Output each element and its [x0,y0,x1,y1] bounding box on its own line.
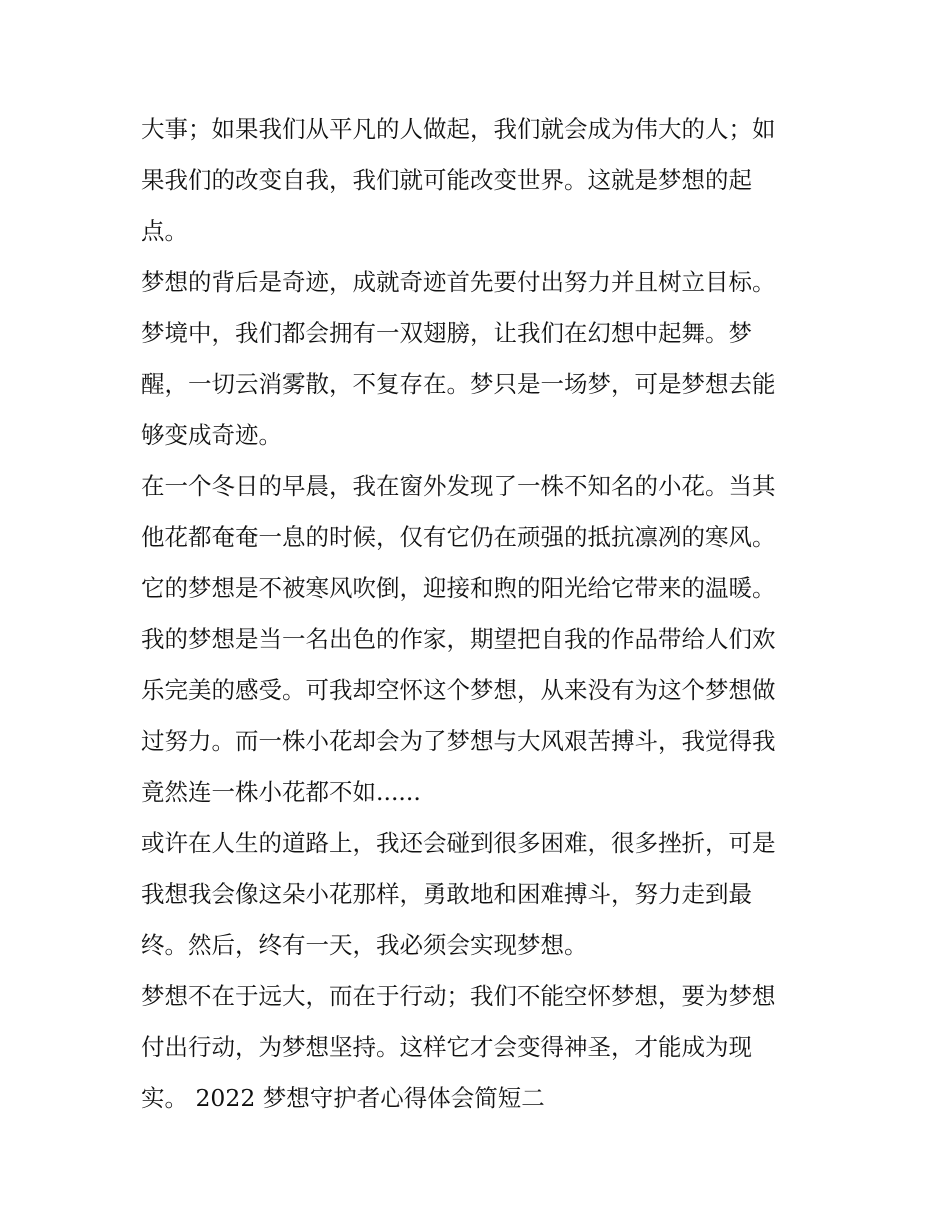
paragraph [141,461,813,818]
text-line: 在一个冬日的早晨，我在窗外发现了一株不知名的小花。当其 [141,472,776,500]
text-line: 乐完美的感受。可我却空怀这个梦想，从来没有为这个梦想做 [141,676,776,704]
text-line: 梦境中，我们都会拥有一双翅膀，让我们在幻想中起舞。梦 [141,319,752,347]
paragraph [141,257,813,461]
text-line: 大事；如果我们从平凡的人做起，我们就会成为伟大的人；如 [141,115,776,143]
text-line: 或许在人生的道路上，我还会碰到很多困难，很多挫折，可是 [141,829,776,857]
text-line: 我的梦想是当一名出色的作家，期望把自我的作品带给人们欢 [141,625,776,653]
paragraph [141,971,813,1124]
text-line: 点。 [141,217,188,245]
text-line: 过努力。而一株小花却会为了梦想与大风艰苦搏斗，我觉得我 [141,727,776,755]
text-line: 实。 2022 梦想守护者心得体会简短二 [141,1084,545,1112]
text-line: 醒，一切云消雾散，不复存在。梦只是一场梦，可是梦想去能 [141,370,776,398]
text-line: 梦想的背后是奇迹，成就奇迹首先要付出努力并且树立目标。 [141,268,776,296]
text-line: 终。然后，终有一天，我必须会实现梦想。 [141,931,588,959]
text-line: 够变成奇迹。 [141,421,282,449]
document-body [141,104,813,1124]
text-line: 我想我会像这朵小花那样，勇敢地和困难搏斗，努力走到最 [141,880,752,908]
text-line: 付出行动，为梦想坚持。这样它才会变得神圣，才能成为现 [141,1033,752,1061]
text-line: 果我们的改变自我，我们就可能改变世界。这就是梦想的起 [141,166,752,194]
paragraph [141,818,813,971]
text-line: 梦想不在于远大，而在于行动；我们不能空怀梦想，要为梦想 [141,982,776,1010]
text-line: 竟然连一株小花都不如...... [141,778,421,806]
text-line: 他花都奄奄一息的时候，仅有它仍在顽强的抵抗凛冽的寒风。 [141,523,776,551]
text-line: 它的梦想是不被寒风吹倒，迎接和煦的阳光给它带来的温暖。 [141,574,776,602]
paragraph [141,104,813,257]
